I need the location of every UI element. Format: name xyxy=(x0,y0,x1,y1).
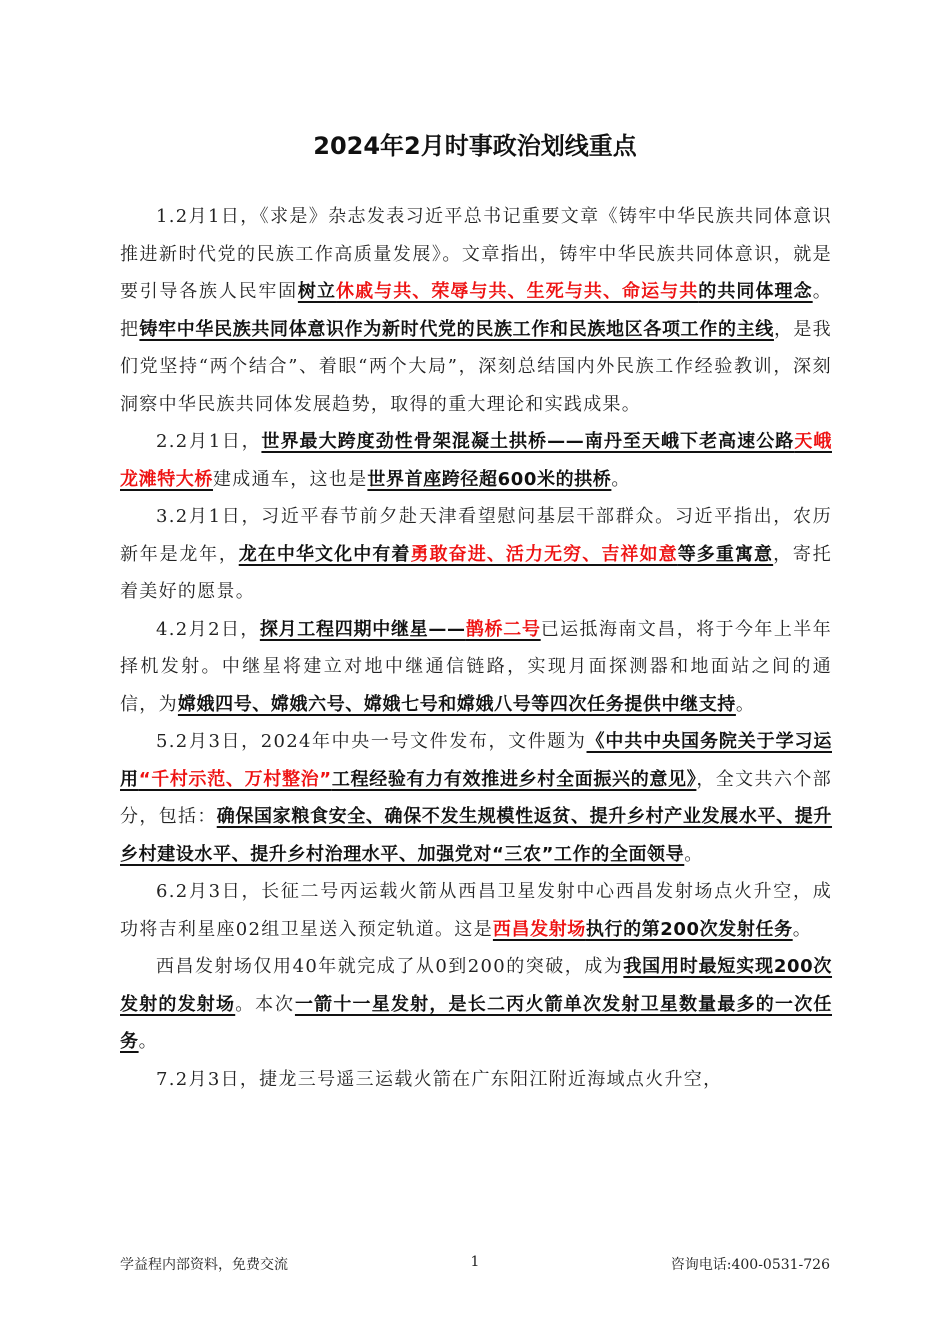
highlight-key-point: 树立 xyxy=(297,281,337,302)
body-text: ，寄托着美好的愿景。 xyxy=(120,543,833,602)
body-text: 。 xyxy=(735,693,756,715)
highlight-key-point: 世界首座跨径超600米的拱桥 xyxy=(367,468,612,490)
highlight-key-point: 等多重寓意 xyxy=(677,543,774,565)
news-paragraph xyxy=(120,723,832,873)
body-text: 西昌发射场仅用40年就完成了从0到200的突破，成为 xyxy=(156,956,624,977)
body-text: 已运抵海南文昌，将于今年上半年择机发射。中继星将建立对地中继通信链路，实现月面探测器和地面站之间的通信，为 xyxy=(120,618,833,715)
highlight-red-key-term: 鹊桥二号 xyxy=(465,618,541,640)
news-paragraph xyxy=(120,198,832,423)
body-text: 。 xyxy=(611,468,631,490)
highlight-red-key-term: 勇敢奋进、活力无穷、吉祥如意 xyxy=(410,543,678,565)
news-paragraph xyxy=(120,948,832,1061)
document-body xyxy=(120,198,832,1098)
highlight-key-point: 确保国家粮食安全、确保不发生规模性返贫、提升乡村产业发展水平、提升乡村建设水平、提升乡村治理水平、加强党对“三农”工作的全面领导 xyxy=(120,806,833,865)
highlight-key-point: 的共同体理念 xyxy=(698,281,813,302)
highlight-red-key-term: 休戚与共、荣辱与共、生死与共、命运与共 xyxy=(336,281,699,302)
highlight-key-point: 工程经验有力有效推进乡村全面振兴的意见》 xyxy=(331,768,697,790)
highlight-key-point: 铸牢中华民族共同体意识作为新时代党的民族工作和民族地区各项工作的主线 xyxy=(139,318,774,340)
body-text: 。 xyxy=(138,1031,158,1052)
page-number: 1 xyxy=(470,1254,480,1270)
body-text: 3.2月1日，习近平春节前夕赴天津看望慰问基层干部群众。习近平指出，农历新年是龙年， xyxy=(120,506,832,565)
body-text: 。本次 xyxy=(235,993,295,1015)
body-text: 。 xyxy=(684,843,704,865)
news-paragraph xyxy=(120,423,832,498)
footer-contact-phone: 咨询电话:400-0531-726 xyxy=(670,1257,830,1273)
news-paragraph xyxy=(120,1061,832,1099)
highlight-key-point: 我国用时最短实现200次发射的发射场 xyxy=(120,956,833,1015)
body-text: ，是我们党坚持“两个结合”、着眼“两个大局”，深刻总结国内外民族工作经验教训，深刻洞察中华民族共同体发展趋势，取得的重大理论和实践成果。 xyxy=(120,318,832,415)
body-text: 。 xyxy=(792,918,812,940)
highlight-key-point: 世界最大跨度劲性骨架混凝土拱桥——南丹至天峨下老高速公路 xyxy=(261,431,795,452)
highlight-red-key-term: “千村示范、万村整治” xyxy=(138,768,332,790)
body-text: 。把 xyxy=(120,281,832,340)
news-paragraph xyxy=(120,873,832,948)
body-text: 建成通车，这也是 xyxy=(213,468,368,490)
highlight-key-point: 龙在中华文化中有着 xyxy=(238,543,411,565)
body-text: 1.2月1日，《求是》杂志发表习近平总书记重要文章《铸牢中华民族共同体意识推进新时代党的民族工作高质量发展》。文章指出，铸牢中华民族共同体意识，就是要引导各族人民牢固 xyxy=(120,206,832,302)
news-paragraph xyxy=(120,498,832,611)
body-text: ，全文共六个部分，包括： xyxy=(120,768,832,827)
body-text: 4.2月2日， xyxy=(156,618,260,640)
body-text: 6.2月3日，长征二号丙运载火箭从西昌卫星发射中心西昌发射场点火升空，成功将吉利星座02组卫星送入预定轨道。这是 xyxy=(120,881,832,940)
footer-left-text: 学益程内部资料，免费交流 xyxy=(120,1257,288,1273)
highlight-red-key-term: 西昌发射场 xyxy=(492,918,586,940)
news-paragraph xyxy=(120,611,832,724)
page-title: 2024年2月时事政治划线重点 xyxy=(313,132,637,160)
highlight-key-point: 《中共中央国务院关于学习运用 xyxy=(120,731,832,790)
highlight-key-point: 探月工程四期中继星—— xyxy=(259,618,466,640)
body-text: 7.2月3日，捷龙三号遥三运载火箭在广东阳江附近海域点火升空， xyxy=(156,1068,723,1090)
highlight-key-point: 一箭十一星发射，是长二丙火箭单次发射卫星数量最多的一次任务 xyxy=(120,993,832,1052)
body-text: 5.2月3日，2024年中央一号文件发布，文件题为 xyxy=(156,731,587,752)
highlight-red-key-term: 天峨龙滩特大桥 xyxy=(120,431,832,490)
highlight-key-point: 执行的第200次发射任务 xyxy=(585,918,793,940)
body-text: 2.2月1日， xyxy=(156,431,262,452)
highlight-key-point: 嫦娥四号、嫦娥六号、嫦娥七号和嫦娥八号等四次任务提供中继支持 xyxy=(177,693,736,715)
